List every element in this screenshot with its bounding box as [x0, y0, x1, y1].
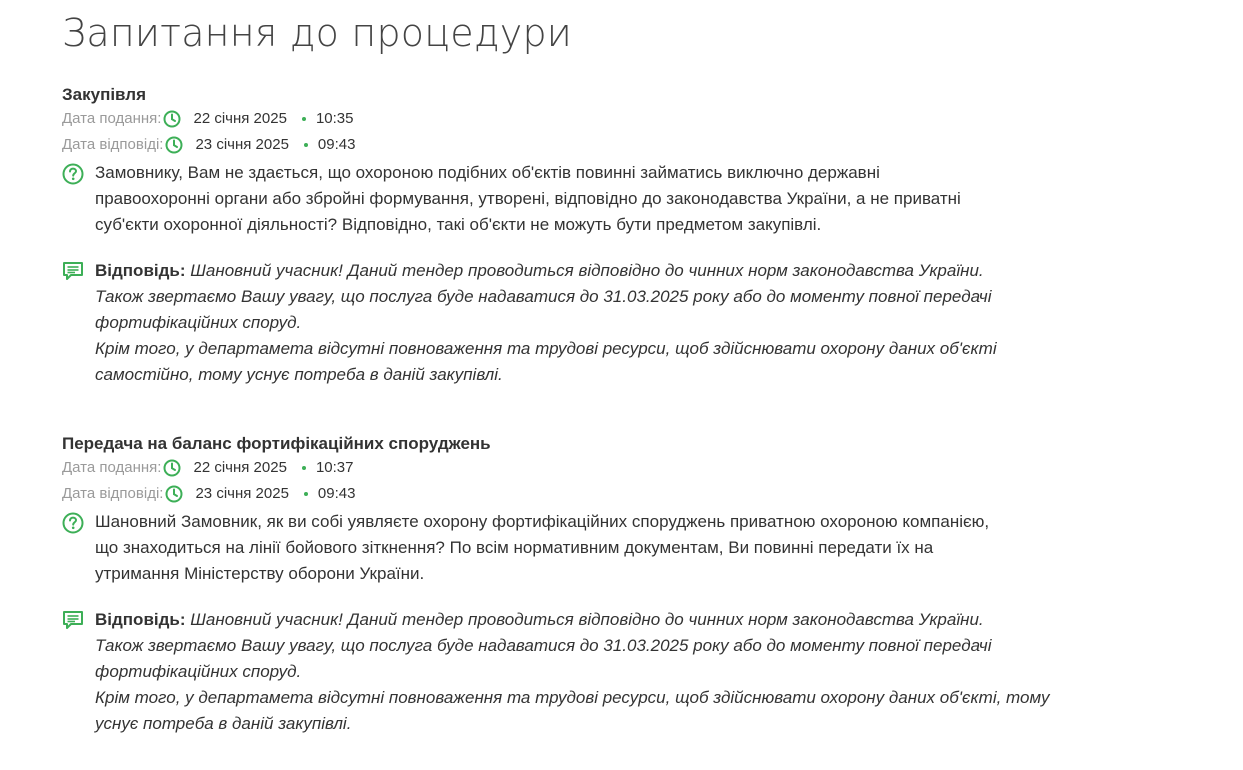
submitted-label: Дата подання:	[62, 459, 162, 476]
answer-line: Крім того, у департамета відсутні повноваження та трудові ресурси, щоб здійснювати охорону даних об'єкті	[95, 339, 997, 358]
clock-icon	[163, 110, 181, 128]
question-circle-icon	[62, 163, 84, 185]
answer-line: Крім того, у департамета відсутні повноваження та трудові ресурси, щоб здійснювати охорону даних об'єкті, тому	[95, 688, 1050, 707]
answered-date: 23 січня 2025	[195, 136, 289, 153]
clock-icon	[165, 136, 183, 154]
separator-dot	[302, 117, 306, 121]
answer-line: фортифікаційних споруд.	[95, 662, 302, 681]
answer-block	[62, 258, 1182, 388]
separator-dot	[302, 466, 306, 470]
question-circle-icon	[62, 512, 84, 534]
page-title: Запитання до процедури	[62, 11, 573, 55]
separator-dot	[304, 143, 308, 147]
separator-dot	[304, 492, 308, 496]
question-title: Закупівля	[62, 85, 147, 104]
submitted-date-row	[62, 455, 1182, 481]
chat-bubble-icon	[62, 610, 84, 630]
answer-line: Шановний учасник! Даний тендер проводиться відповідно до чинних норм законодавства України.	[190, 261, 984, 280]
submitted-time: 10:37	[315, 459, 354, 476]
answered-date-row	[62, 481, 1182, 507]
answer-text	[95, 258, 1182, 388]
answered-label: Дата відповіді:	[62, 136, 164, 153]
question-line: суб'єкти охоронної діяльності? Відповідно, такі об'єкти не можуть бути предметом закупівлі.	[95, 215, 822, 234]
submitted-label: Дата подання:	[62, 110, 162, 127]
question-card	[62, 84, 1182, 388]
question-line: що знаходиться на лінії бойового зіткнення? По всім нормативним документам, Ви повинні передати їх на	[95, 538, 934, 557]
question-line: утримання Міністерству оборони України.	[95, 564, 425, 583]
question-line: Замовнику, Вам не здається, що охороною подібних об'єктів повинні займатись виключно державні	[95, 163, 880, 182]
answered-date-row	[62, 132, 1182, 158]
submitted-time: 10:35	[315, 110, 354, 127]
chat-bubble-icon	[62, 261, 84, 281]
submitted-date: 22 січня 2025	[193, 110, 287, 127]
answer-line: Шановний учасник! Даний тендер проводиться відповідно до чинних норм законодавства України.	[190, 610, 984, 629]
answer-line: самостійно, тому уснує потреба в даній закупівлі.	[95, 365, 503, 384]
answered-date: 23 січня 2025	[195, 485, 289, 502]
answer-line: фортифікаційних споруд.	[95, 313, 302, 332]
submitted-date: 22 січня 2025	[193, 459, 287, 476]
submitted-date-row	[62, 106, 1182, 132]
answer-block	[62, 607, 1182, 737]
question-title: Передача на баланс фортифікаційних споруджень	[62, 434, 491, 453]
answer-line: уснує потреба в даній закупівлі.	[95, 714, 352, 733]
clock-icon	[165, 485, 183, 503]
answered-label: Дата відповіді:	[62, 485, 164, 502]
answer-line: Також звертаємо Вашу увагу, що послуга буде надаватися до 31.03.2025 року або до моменту повної передачі	[95, 287, 992, 306]
question-card	[62, 433, 1182, 737]
question-line: правоохоронні органи або збройні формування, утворені, відповідно до законодавства України, а не приватні	[95, 189, 961, 208]
clock-icon	[163, 459, 181, 477]
answer-text	[95, 607, 1182, 737]
answered-time: 09:43	[317, 136, 356, 153]
question-text	[62, 509, 1182, 587]
answered-time: 09:43	[317, 485, 356, 502]
questions-page	[62, 0, 1182, 733]
answer-label: Відповідь:	[95, 261, 186, 280]
answer-line: Також звертаємо Вашу увагу, що послуга буде надаватися до 31.03.2025 року або до моменту повної передачі	[95, 636, 992, 655]
question-text	[62, 160, 1182, 238]
question-line: Шановний Замовник, як ви собі уявляєте охорону фортифікаційних споруджень приватною охороною компанією,	[95, 512, 990, 531]
answer-label: Відповідь:	[95, 610, 186, 629]
